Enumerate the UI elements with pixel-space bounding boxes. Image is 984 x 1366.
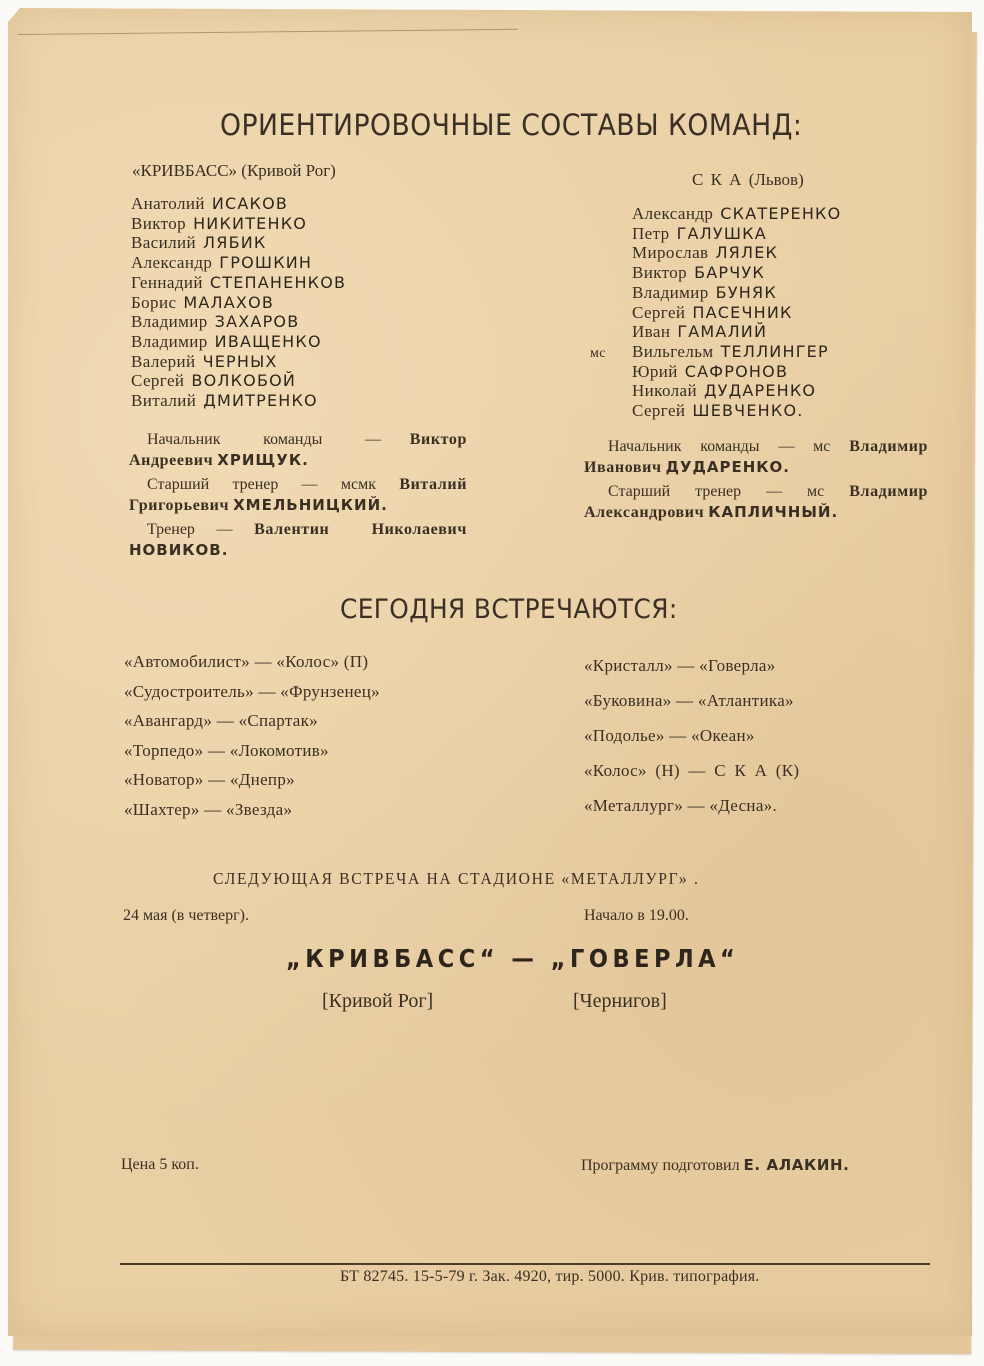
player-first-name: Сергей <box>131 371 185 391</box>
player-surname: ИСАКОВ <box>211 194 289 213</box>
player-first-name: Борис <box>131 292 177 312</box>
next-match-date: 24 мая (в четверг). <box>123 907 249 924</box>
player-row <box>131 391 346 411</box>
player-row <box>131 293 346 313</box>
player-first-name: Владимир <box>131 312 208 332</box>
player-first-name: Владимир <box>131 331 208 351</box>
player-surname: ГАМАЛИЙ <box>677 322 768 342</box>
player-surname: ИВАЩЕНКО <box>214 331 322 351</box>
player-surname: ДМИТРЕНКО <box>203 391 318 411</box>
match-item: «Подолье» — «Океан» <box>584 726 755 745</box>
player-row <box>131 233 346 253</box>
price: Цена 5 коп. <box>121 1156 199 1173</box>
player-surname: ШЕВЧЕНКО. <box>692 401 804 421</box>
player-row <box>131 371 346 391</box>
player-first-name: Юрий <box>632 361 678 381</box>
player-surname: ПАСЕЧНИК <box>692 302 793 322</box>
player-first-name: Василий <box>131 233 197 253</box>
player-title-prefix: мс <box>590 345 606 361</box>
author-name: Е. АЛАКИН. <box>743 1156 850 1174</box>
player-surname: СКАТЕРЕНКО <box>720 204 842 223</box>
home-head-coach: Старший тренер — мсмк Виталий Григорьевич ХМЕЛЬНИЦКИЙ. <box>129 476 468 514</box>
match-item: «Авангард» — «Спартак» <box>124 711 318 730</box>
printing-imprint: БТ 82745. 15-5-79 г. Зак. 4920, тир. 5000. Крив. типография. <box>340 1268 760 1285</box>
player-first-name: Анатолий <box>131 194 205 213</box>
player-surname: СТЕПАНЕНКОВ <box>209 272 347 292</box>
player-row <box>632 263 841 283</box>
next-match-heading: СЛЕДУЮЩАЯ ВСТРЕЧА НА СТАДИОНЕ «МЕТАЛЛУРГ» . <box>213 869 700 888</box>
player-row <box>131 273 346 293</box>
away-city: [Чернигов] <box>573 990 667 1012</box>
home-staff <box>129 430 467 565</box>
match-item: «Кристалл» — «Говерла» <box>584 656 776 675</box>
player-first-name: Геннадий <box>131 272 203 292</box>
player-row <box>632 381 841 401</box>
player-surname: ВОЛКОБОЙ <box>191 371 297 391</box>
away-staff <box>584 437 928 527</box>
player-first-name: Владимир <box>632 282 709 302</box>
player-row <box>131 352 346 372</box>
home-coach: Тренер — Валентин Николаевич НОВИКОВ. <box>129 521 467 559</box>
match-item: «Буковина» — «Атлантика» <box>584 691 794 710</box>
player-surname: ДУДАРЕНКО <box>703 381 817 401</box>
player-surname: ЗАХАРОВ <box>214 312 300 332</box>
player-first-name: Александр <box>632 204 714 223</box>
player-row <box>131 194 346 214</box>
paper-fold-line <box>18 29 518 35</box>
player-surname: МАЛАХОВ <box>183 292 275 312</box>
away-team-chief: Начальник команды — мс Владимир Иванович ДУДАРЕНКО. <box>584 438 929 476</box>
player-row <box>131 312 346 332</box>
today-title: СЕГОДНЯ ВСТРЕЧАЮТСЯ: <box>340 594 678 625</box>
home-city: [Кривой Рог] <box>322 990 434 1012</box>
footer-divider <box>120 1263 930 1265</box>
player-surname: ГАЛУШКА <box>676 223 767 243</box>
match-item: «Торпедо» — «Локомотив» <box>124 740 329 760</box>
match-item: «Шахтер» — «Звезда» <box>124 799 293 819</box>
player-row <box>131 253 346 273</box>
match-item: «Автомобилист» — «Колос» (П) <box>124 652 369 671</box>
player-row <box>632 362 841 382</box>
player-first-name: Виктор <box>632 263 688 283</box>
player-first-name: Виктор <box>131 213 187 233</box>
lineups-title: ОРИЕНТИРОВОЧНЫЕ СОСТАВЫ КОМАНД: <box>220 108 803 142</box>
player-surname: ЛЯБИК <box>203 233 267 253</box>
player-row <box>632 303 841 323</box>
player-first-name: Сергей <box>632 401 686 421</box>
away-team-heading: С К А (Львов) <box>692 170 804 189</box>
player-first-name: Николай <box>632 381 697 401</box>
next-match-fixture: „КРИВБАСС“ — „ГОВЕРЛА“ <box>286 944 740 973</box>
match-item: «Новатор» — «Днепр» <box>124 770 295 789</box>
prepared-by: Программу подготовил Е. АЛАКИН. <box>581 1156 850 1174</box>
player-surname: САФРОНОВ <box>684 361 789 381</box>
player-row <box>632 322 841 342</box>
player-row <box>632 401 841 421</box>
player-row <box>632 224 841 244</box>
today-matches-left <box>124 647 380 824</box>
player-first-name: Валерий <box>131 351 196 371</box>
player-surname: ТЕЛЛИНГЕР <box>720 341 829 361</box>
player-surname: НИКИТЕНКО <box>193 213 308 233</box>
player-first-name: Петр <box>632 223 670 243</box>
player-surname: БУНЯК <box>715 282 777 302</box>
home-team-heading: «КРИВБАСС» (Кривой Рог) <box>132 161 336 180</box>
player-surname: ЛЯЛЕК <box>715 243 779 263</box>
player-row <box>632 243 841 263</box>
player-row <box>131 332 346 352</box>
home-team-chief: Начальник команды — Виктор Андреевич ХРИЩУК. <box>129 431 467 469</box>
player-first-name: Виталий <box>131 391 197 411</box>
player-surname: ГРОШКИН <box>219 253 313 273</box>
player-row <box>632 204 841 224</box>
next-match-start-time: Начало в 19.00. <box>584 907 689 924</box>
player-first-name: Иван <box>632 322 671 342</box>
player-first-name: Мирослав <box>632 243 709 263</box>
player-surname: БАРЧУК <box>694 263 765 283</box>
player-surname: ЧЕРНЫХ <box>202 351 278 371</box>
player-first-name: Вильгельм <box>632 341 714 361</box>
match-item: «Колос» (Н) — С К А (К) <box>584 761 800 780</box>
player-row <box>632 283 841 303</box>
player-first-name: Сергей <box>632 302 686 322</box>
away-roster <box>590 204 842 421</box>
home-roster <box>131 194 346 411</box>
player-row <box>590 341 841 362</box>
player-first-name: Александр <box>131 253 213 273</box>
today-matches-right <box>584 648 799 823</box>
player-row <box>131 214 346 234</box>
match-item: «Металлург» — «Десна». <box>584 796 778 815</box>
match-item: «Судостроитель» — «Фрунзенец» <box>124 681 380 701</box>
away-head-coach: Старший тренер — мс Владимир Александрович КАПЛИЧНЫЙ. <box>584 483 929 521</box>
